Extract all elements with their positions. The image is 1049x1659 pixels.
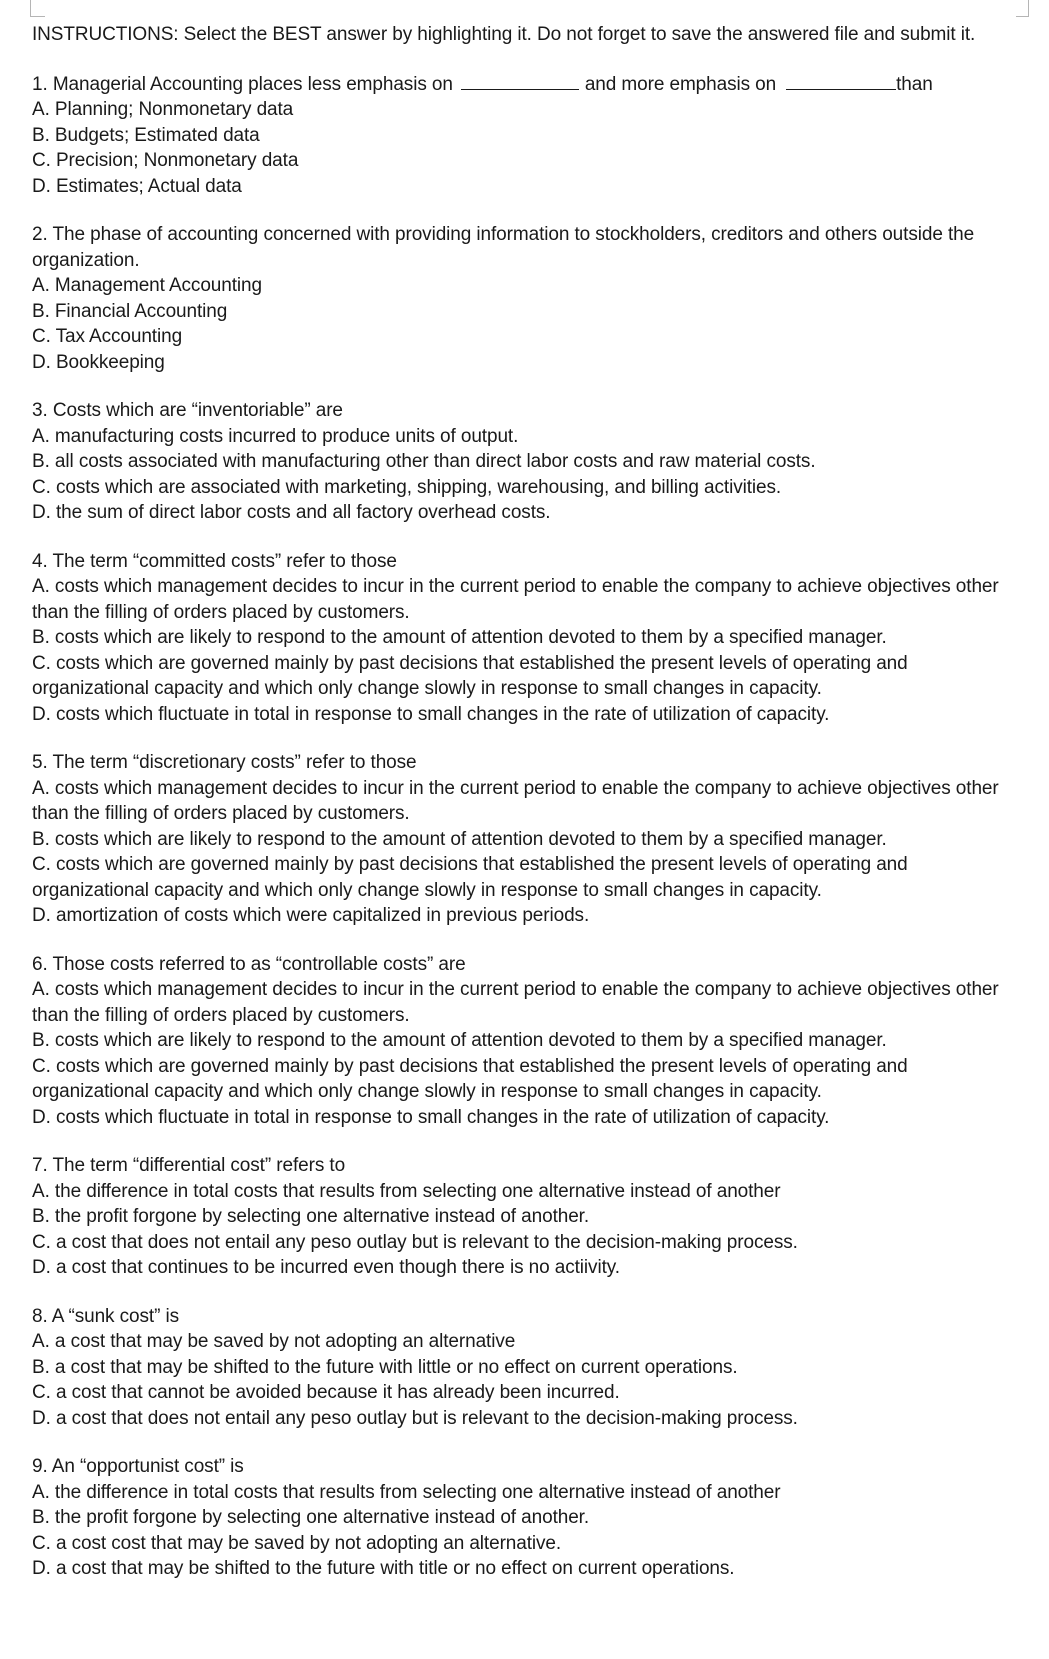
option-4c[interactable]: C. costs which are governed mainly by past decisions that established the present levels of operating and organizational capacity and which only change slowly in response to small changes in capacity. [32, 652, 908, 699]
question-1-text-part3: than [896, 73, 933, 95]
option-8c[interactable]: C. a cost that cannot be avoided because it has already been incurred. [32, 1382, 620, 1403]
question-2 [32, 222, 1022, 375]
question-1-text-part1: 1. Managerial Accounting places less emphasis on [32, 73, 453, 95]
option-5a[interactable]: A. costs which management decides to incur in the current period to enable the company to achieve objectives other than the filling of orders placed by customers. [32, 777, 999, 824]
question-3-text: 3. Costs which are “inventoriable” are [32, 400, 343, 421]
option-2b[interactable]: B. Financial Accounting [32, 300, 228, 322]
option-9a[interactable]: A. the difference in total costs that results from selecting one alternative instead of another [32, 1481, 781, 1503]
option-6c[interactable]: C. costs which are governed mainly by past decisions that established the present levels of operating and organizational capacity and which only change slowly in response to small changes in capacity. [32, 1055, 908, 1102]
question-1-text [32, 72, 1022, 98]
option-6b[interactable]: B. costs which are likely to respond to the amount of attention devoted to them by a specified manager. [32, 1030, 887, 1051]
option-3a[interactable]: A. manufacturing costs incurred to produce units of output. [32, 425, 519, 447]
option-4b[interactable]: B. costs which are likely to respond to the amount of attention devoted to them by a specified manager. [32, 627, 887, 648]
option-7a[interactable]: A. the difference in total costs that results from selecting one alternative instead of another [32, 1180, 781, 1202]
option-3c[interactable]: C. costs which are associated with marketing, shipping, warehousing, and billing activities. [32, 476, 782, 498]
option-7c[interactable]: C. a cost that does not entail any peso outlay but is relevant to the decision-making process. [32, 1231, 798, 1253]
question-7 [32, 1153, 1022, 1281]
question-5-text: 5. The term “discretionary costs” refer to those [32, 752, 417, 773]
option-5c[interactable]: C. costs which are governed mainly by past decisions that established the present levels of operating and organizational capacity and which only change slowly in response to small changes in capacity. [32, 854, 908, 901]
question-9 [32, 1454, 1022, 1582]
question-4-text: 4. The term “committed costs” refer to those [32, 550, 397, 572]
option-9d[interactable]: D. a cost that may be shifted to the future with title or no effect on current operations. [32, 1558, 735, 1579]
option-3b[interactable]: B. all costs associated with manufacturing other than direct labor costs and raw material costs. [32, 451, 816, 472]
question-7-text: 7. The term “differential cost” refers to [32, 1155, 346, 1176]
question-6 [32, 952, 1022, 1131]
option-1a[interactable]: A. Planning; Nonmonetary data [32, 99, 294, 120]
instructions-text: INSTRUCTIONS: Select the BEST answer by highlighting it. Do not forget to save the answered file and submit it. [32, 24, 976, 45]
option-8b[interactable]: B. a cost that may be shifted to the future with little or no effect on current operations. [32, 1356, 738, 1378]
option-7b[interactable]: B. the profit forgone by selecting one alternative instead of another. [32, 1206, 590, 1227]
question-6-text: 6. Those costs referred to as “controllable costs” are [32, 953, 466, 975]
option-7d[interactable]: D. a cost that continues to be incurred even though there is no actiivity. [32, 1257, 620, 1278]
answer-blank-2[interactable] [786, 73, 896, 90]
option-1c[interactable]: C. Precision; Nonmonetary data [32, 150, 299, 171]
question-5 [32, 750, 1022, 929]
page-corner-mark-left [30, 0, 45, 17]
question-3 [32, 398, 1022, 526]
answer-blank-1[interactable] [461, 73, 579, 90]
question-8-text: 8. A “sunk cost” is [32, 1305, 179, 1327]
option-5d[interactable]: D. amortization of costs which were capitalized in previous periods. [32, 905, 590, 926]
option-9c[interactable]: C. a cost cost that may be saved by not adopting an alternative. [32, 1532, 562, 1554]
option-6d[interactable]: D. costs which fluctuate in total in response to small changes in the rate of utilization of capacity. [32, 1106, 830, 1128]
question-1-text-part2: and more emphasis on [584, 73, 777, 95]
option-6a[interactable]: A. costs which management decides to incur in the current period to enable the company to achieve objectives other than the filling of orders placed by customers. [32, 979, 999, 1026]
option-4d[interactable]: D. costs which fluctuate in total in response to small changes in the rate of utilization of capacity. [32, 703, 830, 725]
question-9-text: 9. An “opportunist cost” is [32, 1456, 244, 1477]
option-2c[interactable]: C. Tax Accounting [32, 326, 183, 347]
option-8d[interactable]: D. a cost that does not entail any peso outlay but is relevant to the decision-making process. [32, 1407, 798, 1429]
option-1b[interactable]: B. Budgets; Estimated data [32, 124, 260, 146]
option-1d[interactable]: D. Estimates; Actual data [32, 175, 242, 197]
document-body [32, 22, 1022, 1605]
option-2d[interactable]: D. Bookkeeping [32, 351, 165, 373]
question-4 [32, 549, 1022, 728]
option-8a[interactable]: A. a cost that may be saved by not adopting an alternative [32, 1331, 516, 1352]
option-2a[interactable]: A. Management Accounting [32, 275, 262, 296]
question-1 [32, 72, 1022, 200]
question-2-text: 2. The phase of accounting concerned with providing information to stockholders, creditors and others outside the organization. [32, 224, 975, 271]
option-5b[interactable]: B. costs which are likely to respond to the amount of attention devoted to them by a specified manager. [32, 828, 887, 850]
page-corner-mark-right [1016, 0, 1029, 17]
question-8 [32, 1304, 1022, 1432]
option-4a[interactable]: A. costs which management decides to incur in the current period to enable the company to achieve objectives other than the filling of orders placed by customers. [32, 576, 999, 623]
option-9b[interactable]: B. the profit forgone by selecting one alternative instead of another. [32, 1507, 590, 1528]
option-3d[interactable]: D. the sum of direct labor costs and all factory overhead costs. [32, 502, 551, 523]
